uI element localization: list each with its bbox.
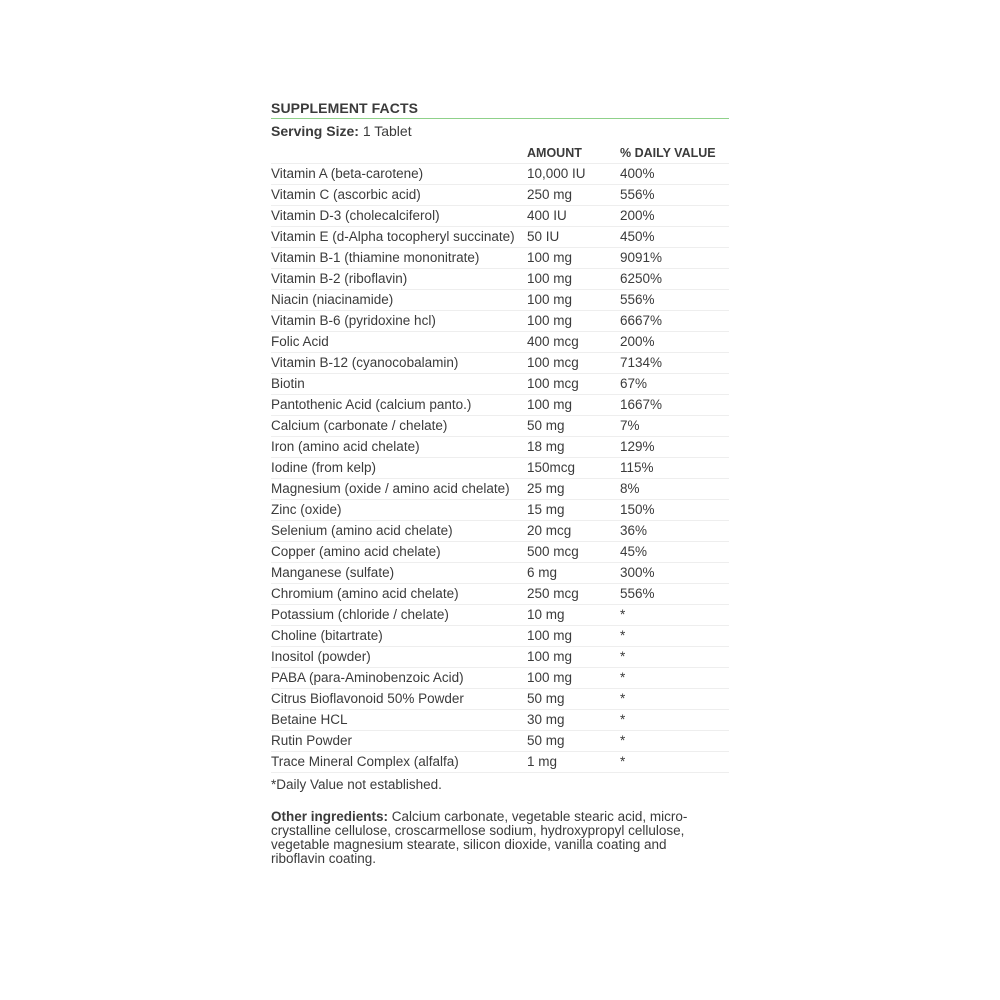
table-row [271,479,729,500]
nutrient-daily-value: 6667% [620,313,663,328]
nutrient-name: Vitamin A (beta-carotene) [271,166,424,181]
nutrient-daily-value: * [620,649,626,664]
nutrient-name: Vitamin E (d-Alpha tocopheryl succinate) [271,229,515,244]
nutrient-name: Rutin Powder [271,733,353,748]
nutrient-amount: 100 mg [527,397,573,412]
table-row [271,416,729,437]
table-row [271,395,729,416]
panel-title: SUPPLEMENT FACTS [271,100,729,119]
nutrient-name: Vitamin B-1 (thiamine mononitrate) [271,250,480,265]
table-row [271,542,729,563]
nutrient-amount: 400 IU [527,208,567,223]
table-row [271,500,729,521]
table-row [271,626,729,647]
nutrient-amount: 100 mcg [527,355,579,370]
nutrient-daily-value: * [620,628,626,643]
nutrient-name: Folic Acid [271,334,329,349]
nutrient-amount: 100 mg [527,649,573,664]
nutrient-name: Selenium (amino acid chelate) [271,523,453,538]
nutrient-amount: 100 mg [527,292,573,307]
table-row [271,374,729,395]
nutrient-amount: 250 mcg [527,586,579,601]
nutrient-daily-value: * [620,691,626,706]
nutrient-name: Pantothenic Acid (calcium panto.) [271,397,472,412]
header-amount: AMOUNT [527,146,582,160]
nutrient-name: Trace Mineral Complex (alfalfa) [271,754,459,769]
table-row [271,584,729,605]
nutrient-amount: 18 mg [527,439,565,454]
nutrient-amount: 100 mg [527,670,573,685]
table-row [271,563,729,584]
nutrient-name: Vitamin B-12 (cyanocobalamin) [271,355,459,370]
nutrient-daily-value: 1667% [620,397,663,412]
nutrient-name: Vitamin C (ascorbic acid) [271,187,421,202]
nutrient-daily-value: 6250% [620,271,663,286]
nutrient-amount: 25 mg [527,481,565,496]
nutrient-amount: 1 mg [527,754,558,769]
nutrient-name: Copper (amino acid chelate) [271,544,441,559]
nutrient-amount: 100 mg [527,313,573,328]
nutrient-amount: 100 mg [527,271,573,286]
nutrient-amount: 50 mg [527,418,565,433]
nutrient-name: Iodine (from kelp) [271,460,377,475]
other-ingredients-label: Other ingredients: [271,809,389,824]
nutrient-daily-value: 556% [620,586,655,601]
nutrient-name: Magnesium (oxide / amino acid chelate) [271,481,510,496]
nutrient-amount: 50 IU [527,229,560,244]
nutrient-amount: 100 mg [527,628,573,643]
nutrient-name: Niacin (niacinamide) [271,292,394,307]
nutrient-name: Choline (bitartrate) [271,628,383,643]
nutrient-amount: 150mcg [527,460,576,475]
nutrient-daily-value: 129% [620,439,655,454]
nutrient-amount: 100 mg [527,250,573,265]
nutrient-name: Betaine HCL [271,712,348,727]
table-row [271,752,729,773]
nutrient-name: Calcium (carbonate / chelate) [271,418,448,433]
header-daily-value: % DAILY VALUE [620,146,716,160]
nutrient-name: Vitamin B-2 (riboflavin) [271,271,408,286]
table-row [271,185,729,206]
table-row [271,164,729,185]
nutrient-name: Vitamin B-6 (pyridoxine hcl) [271,313,436,328]
nutrient-name: Manganese (sulfate) [271,565,395,580]
nutrient-name: Chromium (amino acid chelate) [271,586,459,601]
table-row [271,290,729,311]
table-row [271,647,729,668]
nutrient-amount: 15 mg [527,502,565,517]
nutrient-daily-value: * [620,733,626,748]
nutrient-daily-value: 200% [620,334,655,349]
nutrient-daily-value: 7% [620,418,640,433]
nutrient-name: Citrus Bioflavonoid 50% Powder [271,691,464,706]
nutrient-daily-value: 36% [620,523,648,538]
nutrient-amount: 50 mg [527,691,565,706]
nutrient-amount: 30 mg [527,712,565,727]
nutrient-daily-value: 556% [620,187,655,202]
nutrient-daily-value: 115% [620,460,654,475]
table-row [271,437,729,458]
table-row [271,206,729,227]
nutrient-daily-value: 556% [620,292,655,307]
nutrient-amount: 400 mcg [527,334,579,349]
table-row [271,248,729,269]
nutrient-amount: 6 mg [527,565,558,580]
nutrient-daily-value: 67% [620,376,648,391]
table-row [271,731,729,752]
nutrient-daily-value: 400% [620,166,655,181]
nutrient-amount: 100 mcg [527,376,579,391]
serving-size-label: Serving Size: [271,123,359,139]
nutrient-daily-value: 200% [620,208,655,223]
nutrient-daily-value: 7134% [620,355,663,370]
nutrient-daily-value: * [620,754,626,769]
table-row [271,353,729,374]
other-ingredients [271,810,721,866]
nutrient-daily-value: 8% [620,481,640,496]
table-header [271,143,729,164]
other-ingredients-text: Calcium carbonate, vegetable stearic acid, micro-crystalline cellulose, croscarmellose sodium, hydroxypropyl cellulose, vegetable magnesium stearate, silicon dioxide, vanilla coating and riboflavin coating. [271,809,688,866]
table-row [271,710,729,731]
nutrient-name: Potassium (chloride / chelate) [271,607,449,622]
nutrient-daily-value: 9091% [620,250,663,265]
table-row [271,332,729,353]
nutrient-name: Biotin [271,376,305,391]
nutrient-daily-value: 450% [620,229,655,244]
nutrient-name: Vitamin D-3 (cholecalciferol) [271,208,440,223]
table-row [271,311,729,332]
nutrient-name: Zinc (oxide) [271,502,342,517]
facts-table-body [271,164,729,773]
nutrient-amount: 500 mcg [527,544,579,559]
nutrient-amount: 20 mcg [527,523,572,538]
nutrient-daily-value: 150% [620,502,655,517]
supplement-facts-panel [271,100,729,866]
serving-size-value: 1 Tablet [362,123,412,139]
table-row [271,227,729,248]
nutrient-daily-value: * [620,607,626,622]
table-row [271,689,729,710]
nutrient-daily-value: 300% [620,565,655,580]
nutrient-name: Inositol (powder) [271,649,371,664]
table-row [271,269,729,290]
serving-size [271,123,729,139]
table-row [271,458,729,479]
footnote: *Daily Value not established. [271,777,442,792]
nutrient-name: Iron (amino acid chelate) [271,439,420,454]
nutrient-daily-value: * [620,670,626,685]
table-row [271,668,729,689]
table-row [271,521,729,542]
nutrient-amount: 250 mg [527,187,573,202]
nutrient-amount: 10,000 IU [527,166,586,181]
nutrient-daily-value: * [620,712,626,727]
nutrient-amount: 10 mg [527,607,565,622]
nutrient-amount: 50 mg [527,733,565,748]
table-row [271,605,729,626]
nutrient-daily-value: 45% [620,544,648,559]
nutrient-name: PABA (para-Aminobenzoic Acid) [271,670,464,685]
